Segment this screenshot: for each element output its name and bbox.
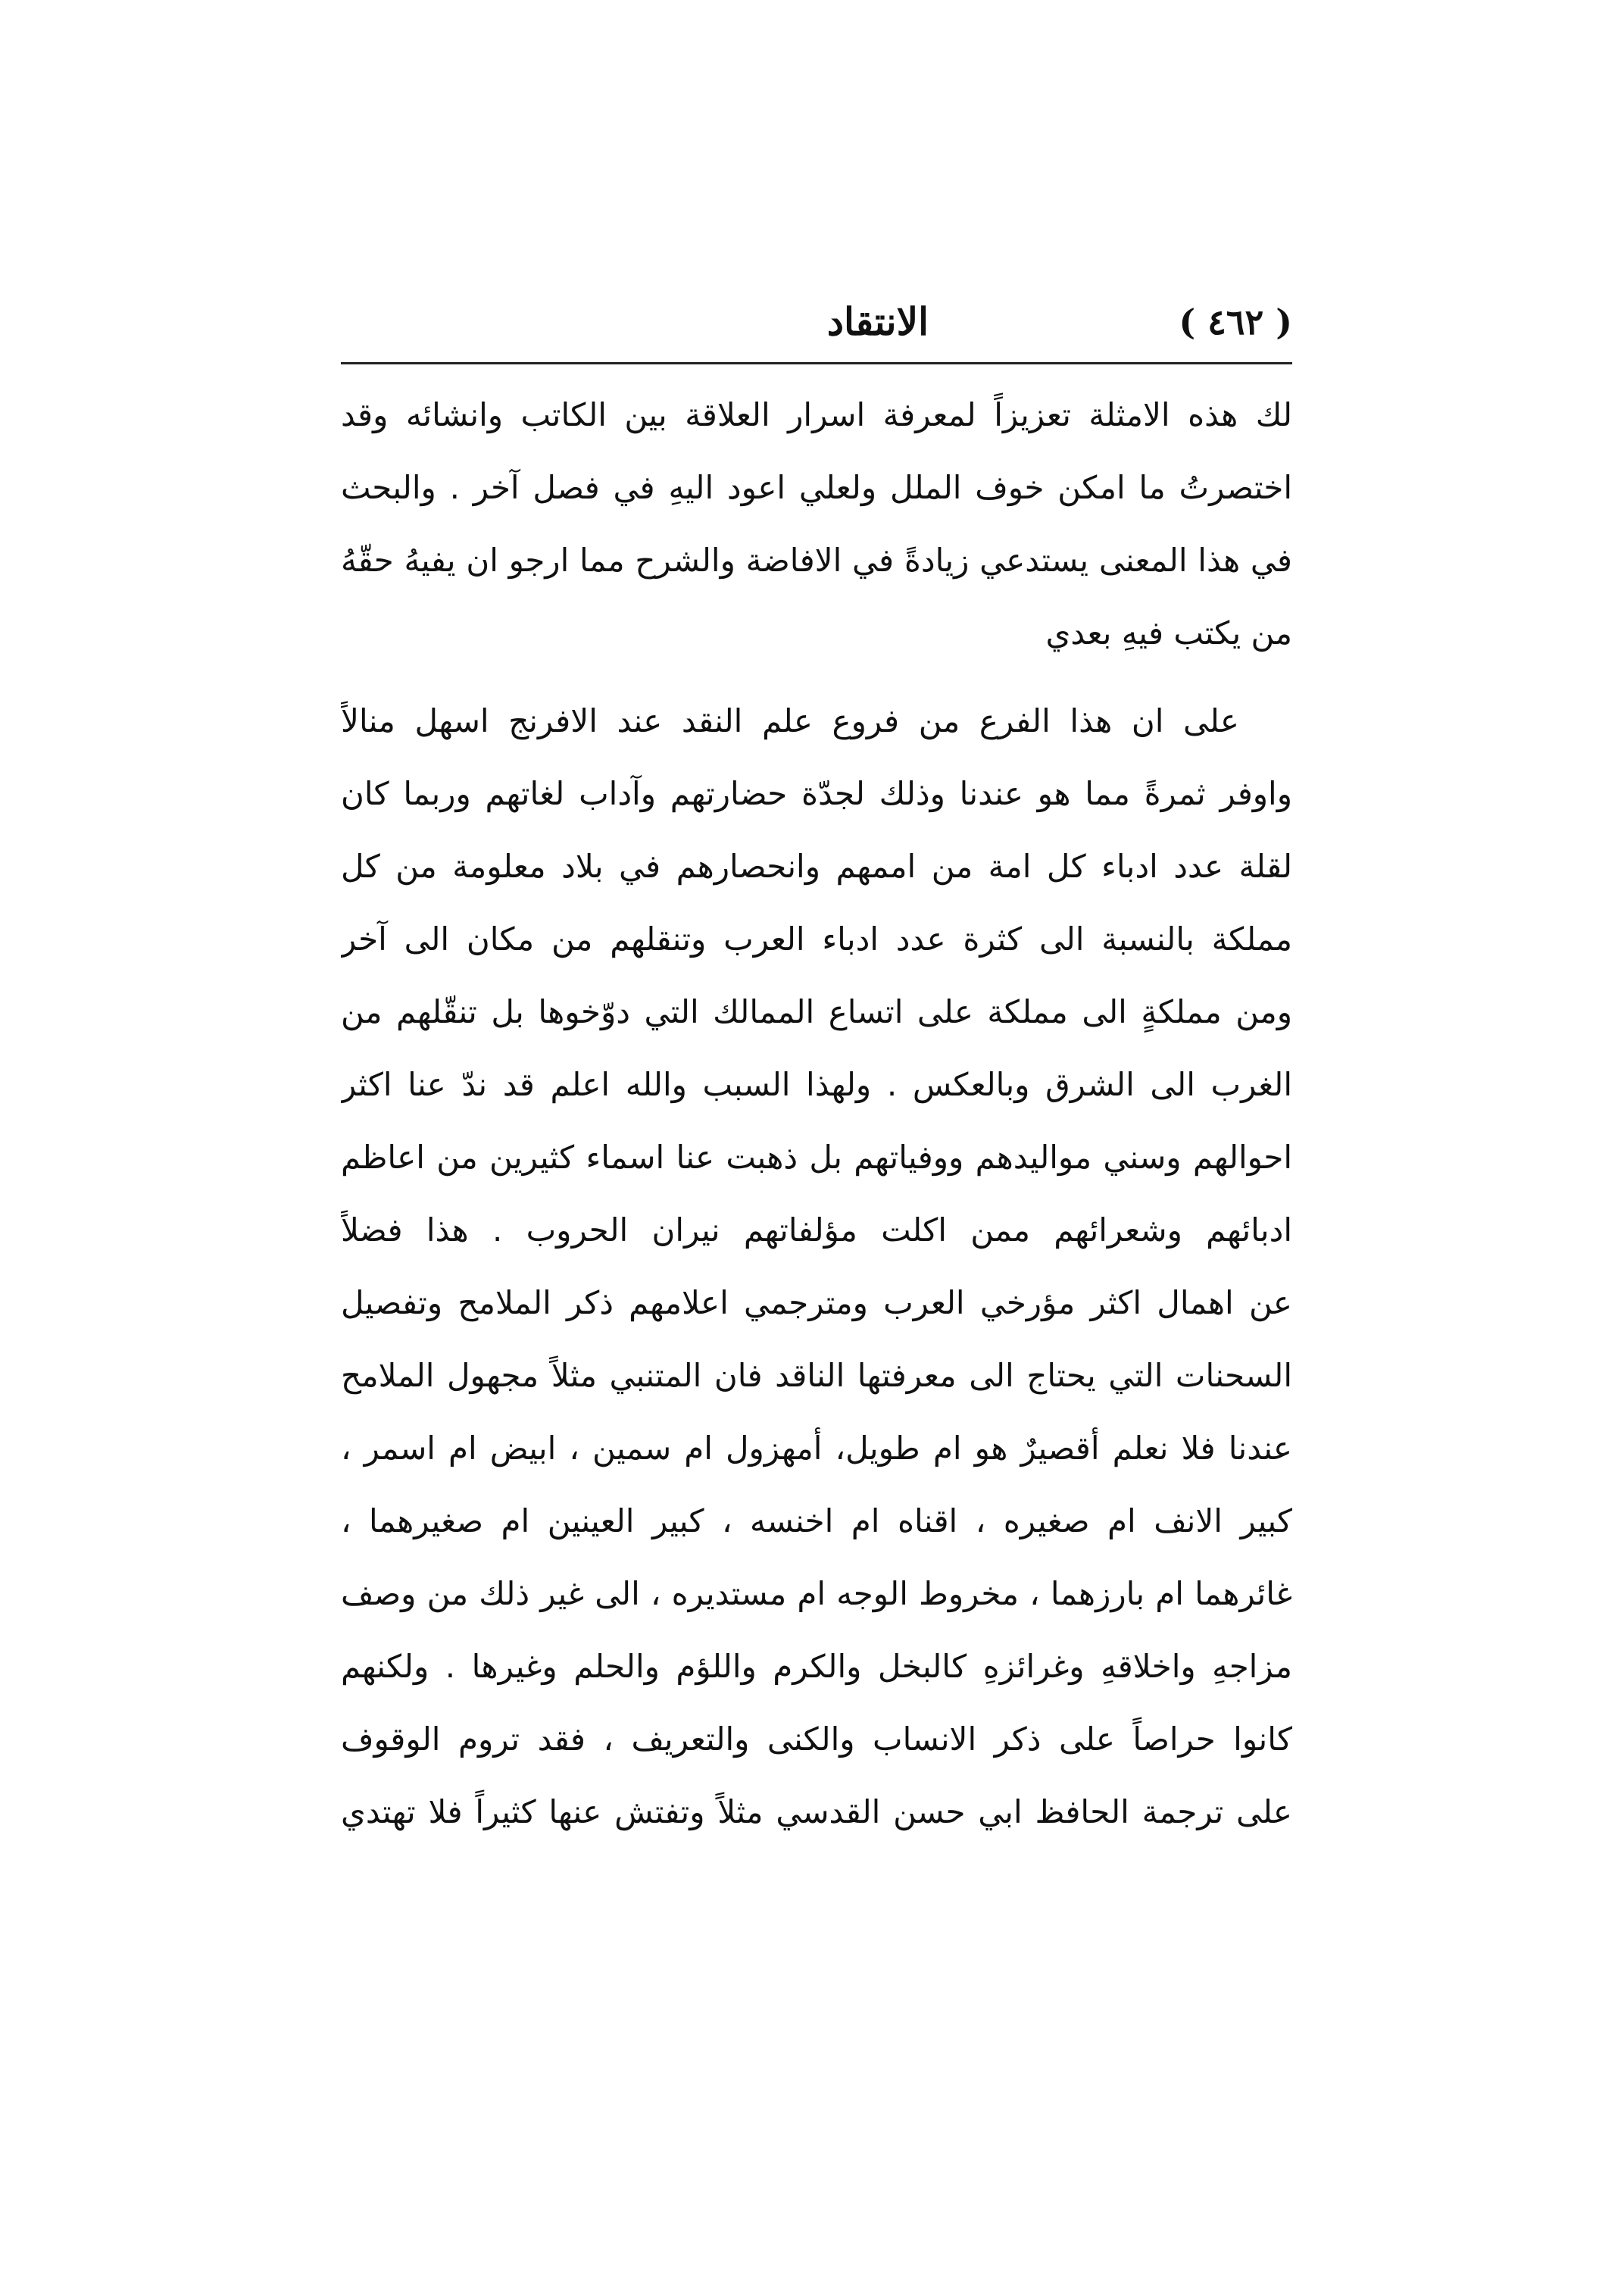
text-line: عندنا فلا نعلم أقصيرٌ هو ام طويل، أمهزول ام سمين ، ابيض ام اسمر ، <box>341 1430 1292 1467</box>
text-line: عن اهمال اكثر مؤرخي العرب ومترجمي اعلامهم ذكر الملامح وتفصيل <box>341 1284 1292 1321</box>
text-line: لقلة عدد ادباء كل امة من اممهم وانحصارهم في بلاد معلومة من كل <box>341 848 1292 885</box>
text-line: غائرهما ام بارزهما ، مخروط الوجه ام مستديره ، الى غير ذلك من وصف <box>341 1575 1292 1612</box>
text-line: مزاجهِ واخلاقهِ وغرائزهِ كالبخل والكرم واللؤم والحلم وغيرها . ولكنهم <box>341 1648 1292 1685</box>
header-rule <box>341 362 1292 364</box>
text-line: ادبائهم وشعرائهم ممن اكلت مؤلفاتهم نيران الحروب . هذا فضلاً <box>341 1211 1292 1249</box>
page-number: ( ٤٦٢ ) <box>1179 302 1292 342</box>
text-line: الغرب الى الشرق وبالعكس . ولهذا السبب والله اعلم قد ندّ عنا اكثر <box>341 1066 1292 1103</box>
text-line: من يكتب فيهِ بعدي <box>1045 614 1292 652</box>
text-line: في هذا المعنى يستدعي زيادةً في الافاضة والشرح مما ارجو ان يفيهُ حقّهُ <box>341 542 1292 579</box>
text-line: على ترجمة الحافظ ابي حسن القدسي مثلاً وتفتش عنها كثيراً فلا تهتدي <box>341 1793 1292 1830</box>
text-line: لك هذه الامثلة تعزيزاً لمعرفة اسرار العلاقة بين الكاتب وانشائه وقد <box>341 396 1292 433</box>
body-text <box>341 379 1292 1849</box>
paragraph-gap <box>341 670 1292 685</box>
text-line: ومن مملكةٍ الى مملكة على اتساع الممالك التي دوّخوها بل تنقّلهم من <box>341 993 1292 1030</box>
text-line: كبير الانف ام صغيره ، اقناه ام اخنسه ، كبير العينين ام صغيرهما ، <box>341 1502 1292 1539</box>
text-line: احوالهم وسني مواليدهم ووفياتهم بل ذهبت عنا اسماء كثيرين من اعاظم <box>341 1139 1292 1176</box>
text-line: كانوا حراصاً على ذكر الانساب والكنى والتعريف ، فقد تروم الوقوف <box>341 1721 1292 1758</box>
text-line: واوفر ثمرةً مما هو عندنا وذلك لجدّة حضارتهم وآداب لغاتهم وربما كان <box>341 775 1292 812</box>
text-line: السحنات التي يحتاج الى معرفتها الناقد فان المتنبي مثلاً مجهول الملامح <box>341 1357 1292 1394</box>
text-line: مملكة بالنسبة الى كثرة عدد ادباء العرب وتنقلهم من مكان الى آخر <box>341 920 1292 958</box>
text-line: على ان هذا الفرع من فروع علم النقد عند الافرنج اسهل منالاً <box>341 702 1239 739</box>
page-header <box>341 288 1292 356</box>
running-title: الانتقاد <box>826 299 929 344</box>
text-line: اختصرتُ ما امكن خوف الملل ولعلي اعود اليهِ في فصل آخر . والبحث <box>341 469 1292 506</box>
